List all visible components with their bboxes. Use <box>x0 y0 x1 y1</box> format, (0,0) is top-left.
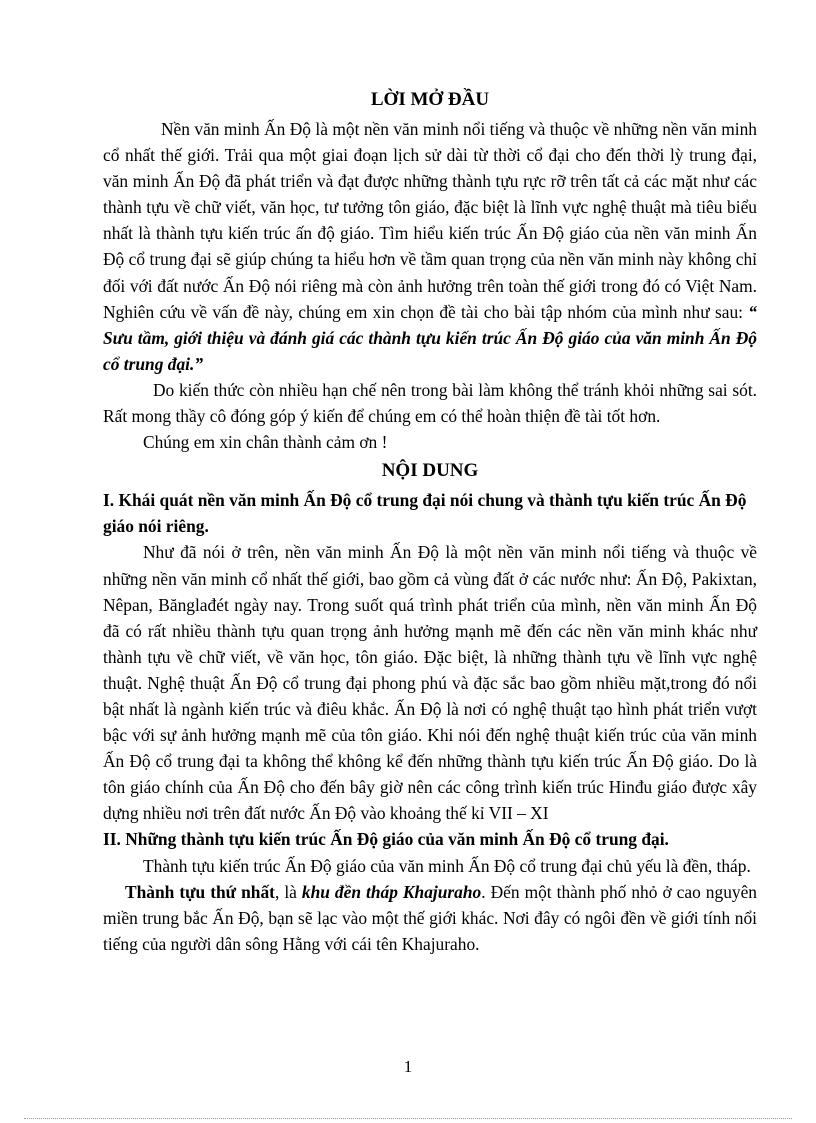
preface-title: LỜI MỞ ĐẦU <box>370 89 490 110</box>
preface-thanks: Chúng em xin chân thành cảm ơn ! <box>143 432 388 453</box>
first-achievement-label: Thành tựu thứ nhất <box>125 881 275 902</box>
section-2-paragraph-1: Thành tựu kiến trúc Ấn Độ giáo của văn minh Ấn Độ cổ trung đại chủ yếu là đền, tháp. <box>143 855 751 876</box>
page-bottom-divider <box>24 1118 792 1119</box>
preface-paragraph-2: Do kiến thức còn nhiều hạn chế nên trong bài làm không thể tránh khỏi những sai sót. Rất mong thầy cô đóng góp ý kiến để chúng em có thể hoàn thiện đề tài tốt hơn. <box>103 379 757 427</box>
first-achievement-description: . Đến một thành phố nhỏ ở cao nguyên miền trung bắc Ấn Độ, bạn sẽ lạc vào một thế giới khác. Nơi đây có ngôi đền về giới tính nổi tiếng của người dân sông Hằng với cái tên Khajuraho. <box>103 881 757 954</box>
section-2-heading: II. Những thành tựu kiến trúc Ấn Độ giáo của văn minh Ấn Độ cổ trung đại. <box>103 829 669 850</box>
page-body <box>103 84 757 957</box>
first-achievement-connector: , là <box>274 881 302 902</box>
content-title: NỘI DUNG <box>381 460 479 482</box>
preface-paragraph-1-text: Nền văn minh Ấn Độ là một nền văn minh nổi tiếng và thuộc về những nền văn minh cổ nhất thế giới. Trải qua một giai đoạn lịch sử dài từ thời cổ đại cho đến thời lỳ trung đại, văn minh Ấn Độ đã phát triển và đạt được những thành tựu rực rỡ trên tất cả các mặt như các thành tựu về chữ viết, văn học, tư tưởng tôn giáo, đặc biệt là lĩnh vực nghệ thuật mà tiêu biểu nhất là thành tựu kiến trúc ấn độ giáo. Tìm hiểu kiến trúc Ấn Độ giáo của nền văn minh Ấn Độ cổ trung đại sẽ giúp chúng ta hiểu hơn về tầm quan trọng của nền văn minh này không chỉ đối với đất nước Ấn Độ nói riêng mà còn ảnh hưởng trên toàn thế giới trong đó có Việt Nam. Nghiên cứu về vấn đề này, chúng em xin chọn đề tài cho bài tập nhóm của mình như sau: <box>103 119 757 322</box>
section-1-paragraph: Như đã nói ở trên, nền văn minh Ấn Độ là một nền văn minh nổi tiếng và thuộc về những nền văn minh cổ nhất thế giới, bao gồm cả vùng đất ở các nước như: Ấn Độ, Pakixtan, Nêpan, Bănglađét ngày nay. Trong suốt quá trình phát triển của mình, nền văn minh Ấn Độ đã có rất nhiều thành tựu quan trọng ảnh hưởng mạnh mẽ đến các nền văn minh khác như thành tựu về chữ viết, về văn học, tôn giáo. Đặc biệt, là những thành tựu về lĩnh vực nghệ thuật. Nghệ thuật Ấn Độ cổ trung đại phong phú và đặc sắc bao gồm nhiều mặt,trong đó nổi bật nhất là ngành kiến trúc và điêu khắc. Ấn Độ là nơi có nghệ thuật tạo hình phát triển vượt bậc với sự ảnh hưởng mạnh mẽ của tôn giáo. Khi nói đến nghệ thuật kiến trúc của văn minh Ấn Độ cổ trung đại ta không thể không kể đến những thành tựu kiến trúc Ấn Độ giáo. Do là tôn giáo chính của Ấn Độ cho đến bây giờ nên các công trình kiến trúc Hinđu giáo được xây dựng nhiều nơi trên đất nước Ấn Độ vào khoảng thế kỉ VII – XI <box>103 542 757 824</box>
preface-topic: “ Sưu tầm, giới thiệu và đánh giá các thành tựu kiến trúc Ấn Độ giáo của văn minh Ấn Độ cổ trung đại.” <box>103 301 757 374</box>
preface-paragraph-1 <box>103 116 757 377</box>
khajuraho-temple-name: khu đền tháp Khajuraho <box>301 881 482 902</box>
section-2-paragraph-2 <box>103 879 757 957</box>
page-number: 1 <box>403 1057 413 1076</box>
section-1-heading: I. Khái quát nền văn minh Ấn Độ cổ trung đại nói chung và thành tựu kiến trúc Ấn Độ giáo nói riêng. <box>103 490 747 537</box>
